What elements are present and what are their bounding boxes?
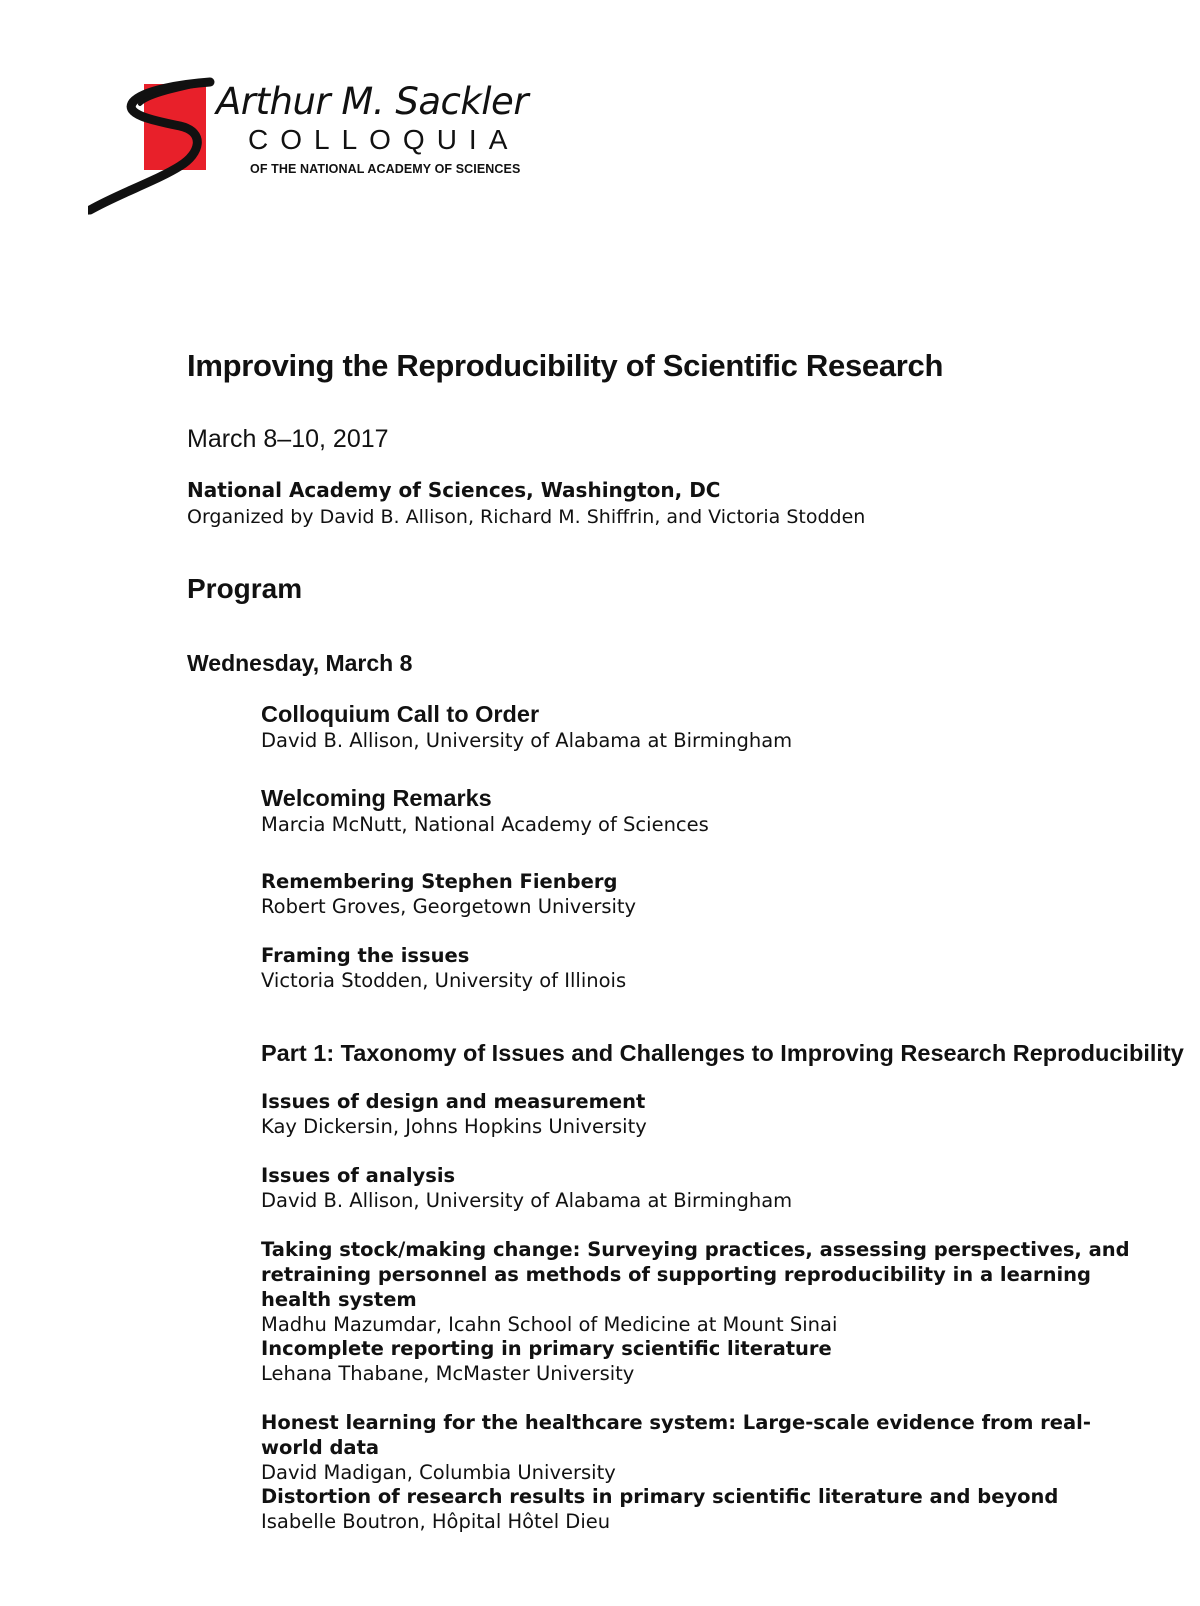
session-item (261, 1484, 1141, 1534)
session-title: Issues of analysis (261, 1164, 456, 1187)
session-item (261, 1089, 1141, 1139)
sackler-s-logo-icon (88, 76, 218, 216)
session-item (261, 1237, 1141, 1337)
session-title: Welcoming Remarks (261, 785, 492, 811)
part-1-heading: Part 1: Taxonomy of Issues and Challenges to Improving Research Reproducibility (261, 1040, 1184, 1066)
session-item (261, 784, 1141, 837)
session-title: Remembering Stephen Fienberg (261, 870, 618, 893)
session-title: Taking stock/making change: Surveying practices, assessing perspectives, and retraining personnel as methods of supporting reproducibility in a learning health system (261, 1238, 1130, 1311)
session-title: Honest learning for the healthcare system: Large-scale evidence from real-world data (261, 1411, 1091, 1459)
logo-organization: OF THE NATIONAL ACADEMY OF SCIENCES (250, 162, 521, 176)
session-item (261, 1336, 1141, 1386)
session-title: Distortion of research results in primary scientific literature and beyond (261, 1485, 1059, 1508)
session-item (261, 943, 1141, 993)
session-speaker: Kay Dickersin, Johns Hopkins University (261, 1115, 647, 1138)
session-title: Framing the issues (261, 944, 470, 967)
logo-name: Arthur M. Sackler (216, 80, 529, 123)
session-speaker: David B. Allison, University of Alabama at Birmingham (261, 1189, 793, 1212)
session-item (261, 700, 1141, 753)
session-speaker: Lehana Thabane, McMaster University (261, 1362, 635, 1385)
session-title: Colloquium Call to Order (261, 701, 540, 727)
session-speaker: David B. Allison, University of Alabama at Birmingham (261, 729, 793, 752)
colloquia-logo (88, 76, 548, 226)
event-organizers: Organized by David B. Allison, Richard M. Shiffrin, and Victoria Stodden (187, 506, 866, 528)
day-heading: Wednesday, March 8 (187, 650, 413, 676)
page-title: Improving the Reproducibility of Scientific Research (187, 348, 944, 383)
event-venue: National Academy of Sciences, Washington, DC (187, 478, 721, 502)
session-speaker: Madhu Mazumdar, Icahn School of Medicine at Mount Sinai (261, 1313, 838, 1336)
session-speaker: David Madigan, Columbia University (261, 1461, 616, 1484)
program-heading: Program (187, 573, 303, 604)
session-speaker: Robert Groves, Georgetown University (261, 895, 637, 918)
session-title: Incomplete reporting in primary scientific literature (261, 1337, 832, 1360)
session-title: Issues of design and measurement (261, 1090, 646, 1113)
session-speaker: Isabelle Boutron, Hôpital Hôtel Dieu (261, 1510, 611, 1533)
event-dates: March 8–10, 2017 (187, 425, 389, 453)
session-speaker: Victoria Stodden, University of Illinois (261, 969, 627, 992)
session-speaker: Marcia McNutt, National Academy of Sciences (261, 813, 709, 836)
session-item (261, 1410, 1141, 1485)
session-item (261, 869, 1141, 919)
logo-subtitle: COLLOQUIA (248, 124, 520, 155)
session-item (261, 1163, 1141, 1213)
